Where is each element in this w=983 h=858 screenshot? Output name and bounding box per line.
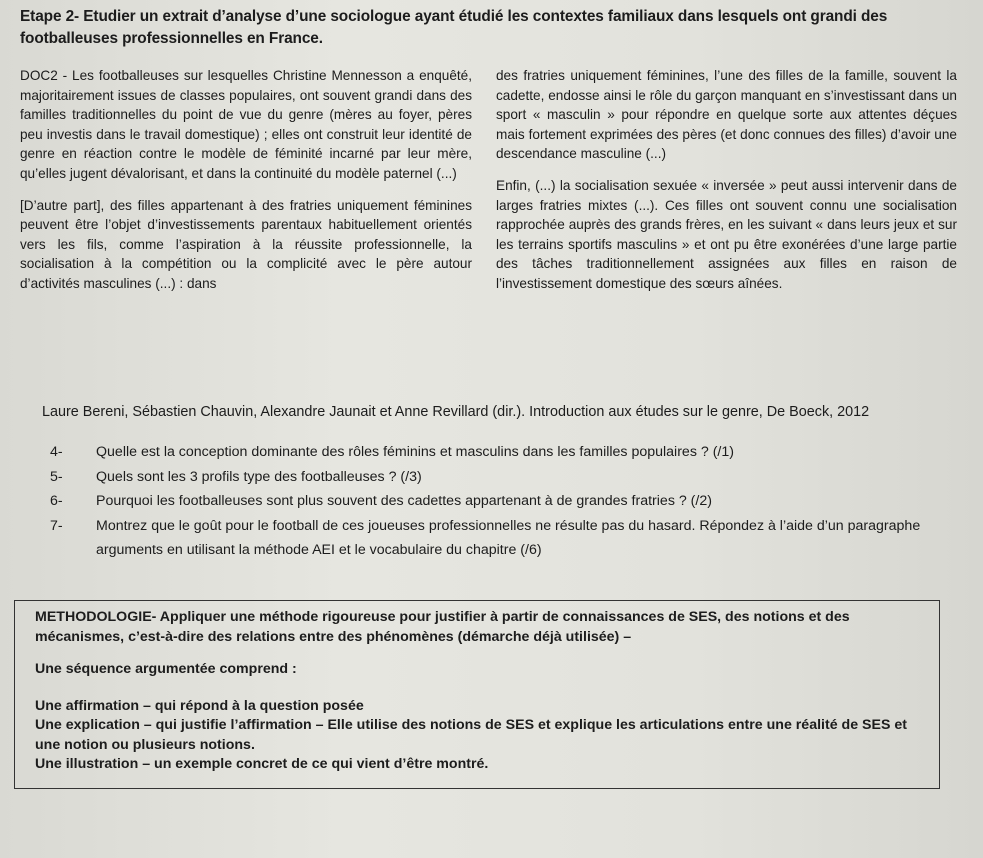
- source-citation: Laure Bereni, Sébastien Chauvin, Alexandre Jaunait et Anne Revillard (dir.). Introduction aux études sur le genre, De Boeck, 2012: [42, 404, 870, 420]
- question-text: Quelle est la conception dominante des rôles féminins et masculins dans les familles populaires ? (/1): [96, 444, 734, 460]
- question-item: [50, 514, 960, 563]
- paragraph: des fratries uniquement féminines, l’une des filles de la famille, souvent la cadette, endosse ainsi le rôle du garçon manquant en s’investissant dans un sport « masculin » pour répondre en quelque sorte aux attentes déçues mais fortement exprimées des pères (et donc connues des filles) d’avoir une descendance masculine (...): [496, 68, 957, 162]
- methodology-intro: METHODOLOGIE- Appliquer une méthode rigoureuse pour justifier à partir de connaissances de SES, des notions et des mécanismes, c’est-à-dire des relations entre des phénomènes (démarche déjà utilisée) –: [35, 609, 850, 645]
- methodology-box: [14, 600, 940, 789]
- question-number: 5-: [50, 468, 63, 485]
- question-number: 6-: [50, 493, 63, 509]
- paragraph: DOC2 - Les footballeuses sur lesquelles Christine Mennesson a enquêté, majoritairement issues de classes populaires, ont souvent grandi dans des familles traditionnelles du point de vue du genre (mères au foyer, pères peu investis dans le travail domestique) ; elles ont construit leur identité de genre en réaction contre le modèle de féminité incarné par leur mère, qu’elles jugent dévalorisant, et dans la continuité du modèle paternel (...): [20, 68, 472, 181]
- methodology-item: Une illustration – un exemple concret de ce qui vient d’être montré.: [35, 756, 489, 772]
- question-list: [50, 440, 960, 563]
- question-number: 4-: [50, 444, 63, 460]
- question-text: Quels sont les 3 profils type des footballeuses ? (/3): [96, 468, 422, 485]
- question-text: Montrez que le goût pour le football de ces joueuses professionnelles ne résulte pas du hasard. Répondez à l’aide d’un paragraphe arguments en utilisant la méthode AEI et le vocabulaire du chapitre (/6): [96, 517, 921, 558]
- text-column-left: [20, 66, 472, 306]
- methodology-item: Une explication – qui justifie l’affirmation – Elle utilise des notions de SES et explique les articulations entre une réalité de SES et une notion ou plusieurs notions.: [35, 717, 907, 753]
- question-text: Pourquoi les footballeuses sont plus souvent des cadettes appartenant à de grandes fratries ? (/2): [96, 493, 712, 509]
- question-item: [50, 465, 960, 490]
- text-column-right: [496, 66, 957, 306]
- methodology-item: Une affirmation – qui répond à la question posée: [35, 697, 364, 714]
- question-number: 7-: [50, 517, 63, 534]
- paragraph: Enfin, (...) la socialisation sexuée « inversée » peut aussi intervenir dans de larges fratries mixtes (...). Ces filles ont souvent connu une socialisation rapprochée auprès des grands frères, en les suivant « dans leurs jeux et sur les terrains sportifs masculins » et ont pu être exonérées d’une large partie des tâches traditionnellement assignées aux filles en raison de l’investissement domestique des sœurs aînées.: [496, 177, 957, 291]
- question-item: [50, 440, 960, 465]
- sequence-heading: Une séquence argumentée comprend :: [35, 661, 297, 677]
- page-title: Etape 2- Etudier un extrait d’analyse d’une sociologue ayant étudié les contextes familiaux dans lesquels ont grandi des footballeuses professionnelles en France.: [20, 8, 888, 47]
- question-item: [50, 489, 960, 514]
- paragraph: [D’autre part], des filles appartenant à des fratries uniquement féminines peuvent être l’objet d’investissements parentaux habituellement orientés vers les fils, comme l’aspiration à la réussite professionnelle, la socialisation à la compétition ou la complicité avec le père autour d’activités masculines (...) : dans: [20, 197, 472, 291]
